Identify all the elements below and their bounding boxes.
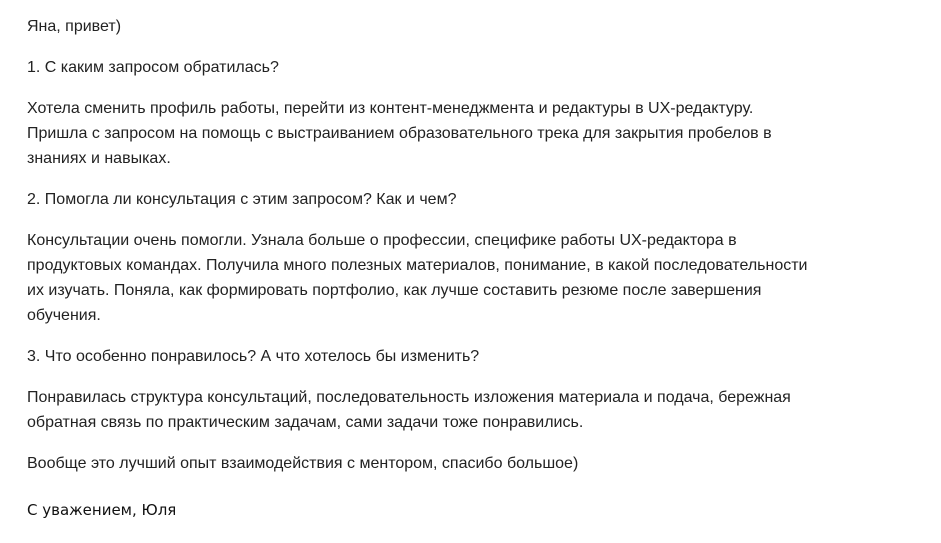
message-body xyxy=(27,14,907,539)
question-1: 1. С каким запросом обратилась? xyxy=(27,59,279,76)
question-2: 2. Помогла ли консультация с этим запросом? Как и чем? xyxy=(27,191,457,208)
greeting: Яна, привет) xyxy=(27,18,122,35)
answer-1: Хотела сменить профиль работы, перейти из контент-менеджмента и редактуры в UX-редактуру. Пришла с запросом на помощь с выстраиванием образовательного трека для закрытия пробелов в знаниях и навыках. xyxy=(27,100,772,167)
answer-3: Понравилась структура консультаций, последовательность изложения материала и подача, бережная обратная связь по практическим задачам, сами задачи тоже понравились. xyxy=(27,389,791,431)
question-3: 3. Что особенно понравилось? А что хотелось бы изменить? xyxy=(27,348,480,365)
answer-2: Консультации очень помогли. Узнала больше о профессии, специфике работы UX-редактора в продуктовых командах. Получила много полезных материалов, понимание, в какой последовательности их изучать. Поняла, как формировать портфолио, как лучше составить резюме после завершения обучения. xyxy=(27,232,808,324)
closing-remark: Вообще это лучший опыт взаимодействия с ментором, спасибо большое) xyxy=(27,455,579,472)
signature: С уважением, Юля xyxy=(27,501,177,519)
